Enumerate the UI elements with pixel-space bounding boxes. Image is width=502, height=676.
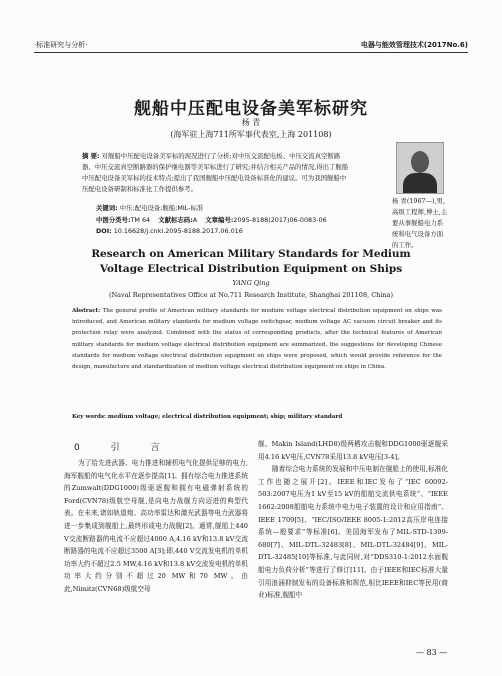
header-section-label: ·标准研究与分析·	[34, 41, 88, 49]
keywords-en	[72, 414, 442, 420]
abstract-cn-label: 摘 要:	[82, 152, 100, 160]
body-right-paragraph-2: 随着综合电力系统的发展和中压电制在舰船上的使用,标准化工作也随之展开[2]。IEEE和IEC发布了“IEC 60092-503:2007电压为1 kV至15 kV的船舶交流供电系统”、“IEEE 1662:2008船舶电力系统中电力电子装置的设计和应用指南”、IEEE 1709[5]、“IEC/ISO/IEEE 8005-1:2012高压岸电连接系统—般要求”等标准[6]。美国海军发布了MIL-STD-1399-680[7]、MIL-DTL-32483[8]、MIL-DTL-32484[9]、MIL-DTL-32485[10]等标准,与此同时,对“DDS310-1:2012水面舰船电力负荷分析”等进行了修订[11]。由于IEEE和IEC标准大量引用浪涌抑制发布的设备标准和规范,相比IEEE和IEC等民用(商业)标准,舰船中	[258, 465, 448, 600]
doc-code-label: 文献标志码:	[158, 216, 193, 224]
affiliation-cn: (海军驻上海711所军事代表室,上海 201108)	[170, 130, 332, 139]
body-right-paragraph-1: 舰、Makin Island(LHD8)级两栖攻击舰和DDG1000驱逐舰采用4.16 kV电压,CVN78采用13.8 kV电压[3-4]。	[258, 440, 448, 461]
abstract-en	[72, 306, 442, 373]
title-en-line1: Research on American Military Standards for Medium	[91, 248, 411, 260]
article-no-label: 文章编号:	[205, 216, 234, 224]
classification-line	[96, 215, 327, 224]
author-photo	[396, 142, 444, 194]
author-en: YANG Qing	[232, 279, 270, 287]
doc-code-value: A	[192, 216, 198, 224]
author-photo-head	[411, 151, 429, 173]
header-journal-label: 电器与能效管理技术(2017No.6)	[360, 41, 468, 49]
keywords-cn-label: 关键词:	[96, 204, 118, 212]
abstract-en-text: The general profile of American military standards for medium voltage electrical distribution equipment on ships was introduced, and American military standards for medium voltage switchgear, medium voltage AC vacuum circuit breaker and its protection relay were analyzed. Combined with the status of corresponding products, after the technical features of American military standards for medium voltage electrical distribution equipment are summarized, the suggestions for developing Chinese standards for medium voltage electrical distribution equipment on ships were proposed, which would provide reference for the design, manufacture and standardization of medium voltage electrical distribution equipment on ships in China.	[72, 308, 443, 371]
body-column-left: 为了给先进武器、电力推进和辅机电气化提供足够的电力,海军舰船的电气化水平在逐步提高[1]。拥有综合电力推进系统的Zumwalt(DDG1000)级驱逐舰和拥有电磁弹射系统的Ford(CVN78)级航空母舰,是向电力战舰方向迈进的典型代表。在未来,诸如轨道炮、高功率雷达和激光武器等电力武器将进一步集成到舰船上,最终形成电力战舰[2]。通常,舰船上440 V交流断路器的电流不应超过4000 A,4.16 kV和13.8 kV交流断路器的电流不应超过3500 A[3];即,440 V交流发电机的单机功率大约不超过2.5 MW,4.16 kV和13.8 kV交流发电机的单机功率大约分别不超过20 MW和70 MW。由此,Nimitz(CVN68)级航空母	[64, 459, 248, 593]
section-heading: 0 引 言	[74, 443, 174, 453]
abstract-cn-text: 对舰船中压配电设备美军标的现况进行了分析;对中压交流配电板、中压交流真空断路器、中压交流真空断路器的保护继电器等美军标进行了研究;并结合相关产品的情况,得出了舰船中压配电设备美军标的技术特点;提出了我国舰船中压配电设备标准化的建议。可为我国舰船中压配电设备研制和标准化工作提供参考。	[82, 152, 349, 193]
body-column-right	[258, 438, 448, 602]
author-cn: 杨 青	[241, 118, 261, 127]
doi-value: 10.16628/j.cnki.2095-8188.2017.06.016	[113, 227, 243, 235]
abstract-cn	[82, 151, 350, 195]
author-bio: 杨 青(1967—),男,高级工程师,博士,主要从事舰船电力系统和电气设备方面的工作。	[392, 197, 448, 249]
page-title: 舰船中压配电设备美军标研究	[134, 99, 368, 119]
abstract-en-label: Abstract:	[72, 308, 101, 314]
keywords-cn	[96, 203, 203, 212]
doi-line	[96, 227, 243, 235]
title-en-line2: Voltage Electrical Distribution Equipment on Ships	[99, 263, 403, 275]
clc-value: TM 64	[130, 216, 151, 224]
title-en	[0, 247, 502, 277]
keywords-en-label: Key words:	[72, 414, 107, 420]
header-rule	[34, 52, 468, 53]
page-number: — 83 —	[416, 648, 448, 657]
article-no-value: 2095-8188(2017)06-0083-06	[233, 216, 327, 224]
author-photo-body	[403, 173, 437, 194]
keywords-cn-text: 中压;配电设备;舰船;MIL-标准	[119, 204, 204, 212]
affiliation-en: (Naval Representatives Office at No.711 Research Institute, Shanghai 201108, China)	[108, 291, 394, 299]
clc-label: 中图分类号:	[96, 216, 131, 224]
doi-label: DOI:	[96, 227, 112, 235]
keywords-en-text: medium voltage; electrical distribution equipment; ship; military standard	[107, 414, 343, 420]
